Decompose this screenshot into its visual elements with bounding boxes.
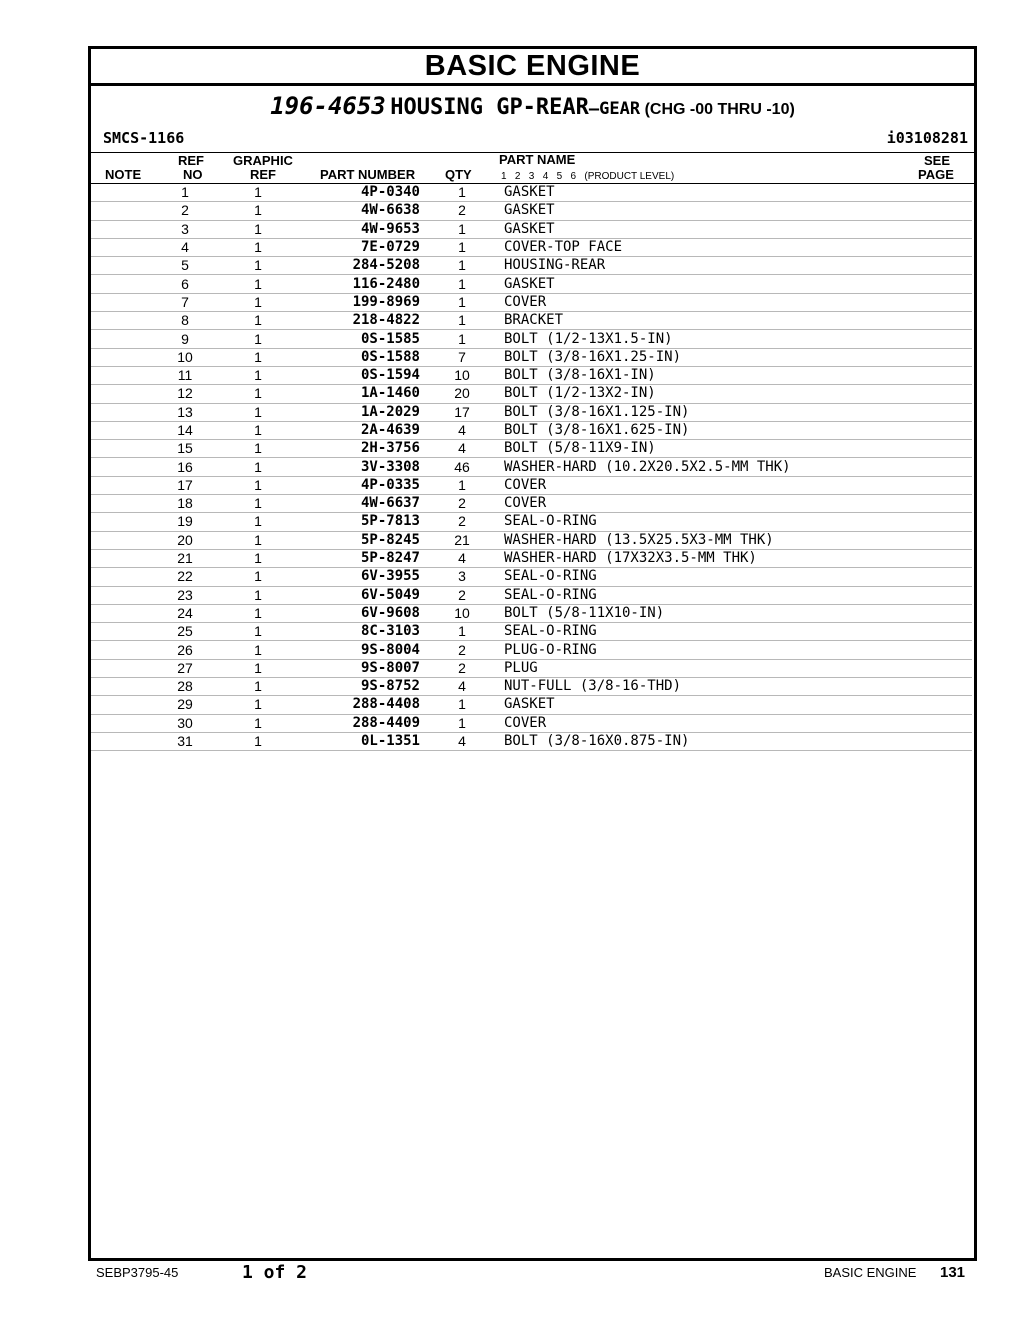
note-cell bbox=[91, 586, 151, 604]
note-cell bbox=[91, 696, 151, 714]
table-row bbox=[91, 257, 972, 275]
see-page-cell bbox=[912, 659, 972, 677]
ref-number-cell: 14 bbox=[151, 421, 219, 439]
ref-number-cell: 27 bbox=[151, 659, 219, 677]
part-name-cell: PLUG bbox=[504, 659, 912, 677]
table-row bbox=[91, 275, 972, 293]
part-number-cell: 5P-8247 bbox=[297, 549, 420, 567]
parts-table bbox=[91, 184, 972, 751]
graphic-ref-cell: 1 bbox=[219, 495, 297, 513]
ref-number-cell: 24 bbox=[151, 604, 219, 622]
graphic-ref-cell: 1 bbox=[219, 568, 297, 586]
ref-number-cell: 28 bbox=[151, 678, 219, 696]
see-page-cell bbox=[912, 238, 972, 256]
see-page-cell bbox=[912, 220, 972, 238]
table-row bbox=[91, 531, 972, 549]
part-number-cell: 6V-5049 bbox=[297, 586, 420, 604]
part-name-cell: BOLT (5/8-11X9-IN) bbox=[504, 440, 912, 458]
part-name-cell: NUT-FULL (3/8-16-THD) bbox=[504, 678, 912, 696]
parts-table-body bbox=[91, 184, 972, 751]
graphic-ref-cell: 1 bbox=[219, 184, 297, 202]
see-page-cell bbox=[912, 678, 972, 696]
graphic-ref-cell: 1 bbox=[219, 604, 297, 622]
see-page-cell bbox=[912, 440, 972, 458]
quantity-cell: 3 bbox=[420, 568, 504, 586]
part-number-cell: 116-2480 bbox=[297, 275, 420, 293]
table-row bbox=[91, 604, 972, 622]
note-cell bbox=[91, 293, 151, 311]
table-row bbox=[91, 366, 972, 384]
table-row bbox=[91, 476, 972, 494]
see-page-cell bbox=[912, 641, 972, 659]
part-name-cell: BOLT (1/2-13X2-IN) bbox=[504, 385, 912, 403]
part-number-cell: 3V-3308 bbox=[297, 458, 420, 476]
part-name-cell: BOLT (3/8-16X1.25-IN) bbox=[504, 348, 912, 366]
illustration-id: i03108281 bbox=[886, 129, 968, 147]
graphic-ref-cell: 1 bbox=[219, 732, 297, 750]
ref-number-cell: 21 bbox=[151, 549, 219, 567]
part-number-cell: 7E-0729 bbox=[297, 238, 420, 256]
part-number-column-header: PART NUMBER bbox=[320, 167, 416, 182]
see-page-cell bbox=[912, 476, 972, 494]
see-page-cell bbox=[912, 513, 972, 531]
part-number-cell: 4P-0340 bbox=[297, 184, 420, 202]
part-name-cell: COVER-TOP FACE bbox=[504, 238, 912, 256]
part-number-cell: 2A-4639 bbox=[297, 421, 420, 439]
column-header-row bbox=[91, 153, 974, 184]
see-page-cell bbox=[912, 385, 972, 403]
ref-number-cell: 15 bbox=[151, 440, 219, 458]
table-row bbox=[91, 440, 972, 458]
table-row bbox=[91, 330, 972, 348]
table-row bbox=[91, 586, 972, 604]
note-cell bbox=[91, 440, 151, 458]
part-number-cell: 4P-0335 bbox=[297, 476, 420, 494]
change-range: (CHG -00 THRU -10) bbox=[644, 101, 795, 118]
see-page-cell bbox=[912, 696, 972, 714]
graphic-ref-cell: 1 bbox=[219, 312, 297, 330]
graphic-ref-cell: 1 bbox=[219, 220, 297, 238]
group-heading bbox=[91, 86, 974, 124]
quantity-cell: 1 bbox=[420, 623, 504, 641]
ref-column-header-top: REF bbox=[178, 153, 204, 168]
table-row bbox=[91, 293, 972, 311]
graphic-ref-cell: 1 bbox=[219, 385, 297, 403]
part-name-cell: BOLT (3/8-16X1-IN) bbox=[504, 366, 912, 384]
quantity-cell: 10 bbox=[420, 366, 504, 384]
ref-number-cell: 22 bbox=[151, 568, 219, 586]
see-page-cell bbox=[912, 623, 972, 641]
ref-number-cell: 30 bbox=[151, 714, 219, 732]
note-cell bbox=[91, 531, 151, 549]
graphic-ref-cell: 1 bbox=[219, 714, 297, 732]
quantity-cell: 1 bbox=[420, 238, 504, 256]
table-row bbox=[91, 568, 972, 586]
table-row bbox=[91, 678, 972, 696]
part-number-cell: 1A-2029 bbox=[297, 403, 420, 421]
see-page-cell bbox=[912, 495, 972, 513]
ref-number-cell: 19 bbox=[151, 513, 219, 531]
footer-section-title: BASIC ENGINE bbox=[824, 1265, 917, 1280]
quantity-cell: 1 bbox=[420, 275, 504, 293]
part-number-cell: 288-4409 bbox=[297, 714, 420, 732]
part-name-cell: COVER bbox=[504, 293, 912, 311]
quantity-cell: 1 bbox=[420, 220, 504, 238]
quantity-cell: 7 bbox=[420, 348, 504, 366]
see-page-cell bbox=[912, 732, 972, 750]
ref-number-cell: 7 bbox=[151, 293, 219, 311]
graphic-ref-cell: 1 bbox=[219, 678, 297, 696]
quantity-cell: 1 bbox=[420, 184, 504, 202]
part-number-cell: 9S-8752 bbox=[297, 678, 420, 696]
table-row bbox=[91, 623, 972, 641]
quantity-cell: 46 bbox=[420, 458, 504, 476]
table-row bbox=[91, 513, 972, 531]
quantity-cell: 2 bbox=[420, 513, 504, 531]
note-column-header: NOTE bbox=[105, 167, 142, 182]
ref-number-cell: 3 bbox=[151, 220, 219, 238]
part-number-cell: 0S-1594 bbox=[297, 366, 420, 384]
see-page-cell bbox=[912, 366, 972, 384]
part-number-cell: 9S-8004 bbox=[297, 641, 420, 659]
graphic-ref-cell: 1 bbox=[219, 531, 297, 549]
ref-number-cell: 20 bbox=[151, 531, 219, 549]
ref-number-cell: 9 bbox=[151, 330, 219, 348]
part-number-cell: 0S-1585 bbox=[297, 330, 420, 348]
part-name-cell: SEAL-O-RING bbox=[504, 586, 912, 604]
graphic-ref-cell: 1 bbox=[219, 421, 297, 439]
ref-number-cell: 29 bbox=[151, 696, 219, 714]
see-page-cell bbox=[912, 458, 972, 476]
part-number-cell: 284-5208 bbox=[297, 257, 420, 275]
table-row bbox=[91, 202, 972, 220]
ref-number-cell: 6 bbox=[151, 275, 219, 293]
ref-number-cell: 12 bbox=[151, 385, 219, 403]
part-name-cell: GASKET bbox=[504, 220, 912, 238]
quantity-cell: 4 bbox=[420, 732, 504, 750]
table-row bbox=[91, 220, 972, 238]
part-name-cell: GASKET bbox=[504, 275, 912, 293]
part-name-cell: COVER bbox=[504, 714, 912, 732]
table-row bbox=[91, 458, 972, 476]
product-level-header: 1 2 3 4 5 6 (PRODUCT LEVEL) bbox=[501, 171, 675, 182]
ref-number-cell: 4 bbox=[151, 238, 219, 256]
quantity-cell: 17 bbox=[420, 403, 504, 421]
see-page-cell bbox=[912, 568, 972, 586]
table-row bbox=[91, 495, 972, 513]
note-cell bbox=[91, 513, 151, 531]
see-page-cell bbox=[912, 549, 972, 567]
note-cell bbox=[91, 421, 151, 439]
part-number-cell: 218-4822 bbox=[297, 312, 420, 330]
part-name-column-header: PART NAME bbox=[499, 152, 576, 167]
note-cell bbox=[91, 495, 151, 513]
ref-number-cell: 5 bbox=[151, 257, 219, 275]
quantity-cell: 4 bbox=[420, 421, 504, 439]
see-page-cell bbox=[912, 403, 972, 421]
part-name-cell: GASKET bbox=[504, 696, 912, 714]
part-name-cell: SEAL-O-RING bbox=[504, 623, 912, 641]
part-number-cell: 4W-6638 bbox=[297, 202, 420, 220]
see-column-header-top: SEE bbox=[924, 153, 951, 168]
see-column-header-bottom: PAGE bbox=[918, 167, 954, 182]
smcs-code: SMCS-1166 bbox=[103, 129, 185, 147]
note-cell bbox=[91, 641, 151, 659]
graphic-ref-cell: 1 bbox=[219, 623, 297, 641]
quantity-cell: 1 bbox=[420, 293, 504, 311]
part-number-cell: 2H-3756 bbox=[297, 440, 420, 458]
graphic-ref-cell: 1 bbox=[219, 458, 297, 476]
part-number-cell: 9S-8007 bbox=[297, 659, 420, 677]
quantity-cell: 4 bbox=[420, 440, 504, 458]
quantity-cell: 1 bbox=[420, 257, 504, 275]
ref-number-cell: 17 bbox=[151, 476, 219, 494]
quantity-cell: 1 bbox=[420, 330, 504, 348]
part-name-cell: BOLT (3/8-16X1.125-IN) bbox=[504, 403, 912, 421]
note-cell bbox=[91, 732, 151, 750]
see-page-cell bbox=[912, 275, 972, 293]
note-cell bbox=[91, 623, 151, 641]
note-cell bbox=[91, 659, 151, 677]
part-number-cell: 5P-8245 bbox=[297, 531, 420, 549]
graphic-ref-cell: 1 bbox=[219, 293, 297, 311]
part-name-cell: SEAL-O-RING bbox=[504, 568, 912, 586]
quantity-cell: 2 bbox=[420, 586, 504, 604]
note-cell bbox=[91, 275, 151, 293]
graphic-ref-cell: 1 bbox=[219, 696, 297, 714]
page-of-count: 1 of 2 bbox=[242, 1262, 308, 1283]
note-cell bbox=[91, 312, 151, 330]
part-name-cell: BOLT (3/8-16X0.875-IN) bbox=[504, 732, 912, 750]
part-number-cell: 199-8969 bbox=[297, 293, 420, 311]
note-cell bbox=[91, 604, 151, 622]
graphic-ref-cell: 1 bbox=[219, 586, 297, 604]
parts-page-frame bbox=[88, 46, 977, 1261]
part-name-cell: BOLT (5/8-11X10-IN) bbox=[504, 604, 912, 622]
part-number-cell: 4W-6637 bbox=[297, 495, 420, 513]
qty-column-header: QTY bbox=[445, 167, 472, 182]
table-row bbox=[91, 641, 972, 659]
part-number-cell: 6V-9608 bbox=[297, 604, 420, 622]
part-number-cell: 0S-1588 bbox=[297, 348, 420, 366]
part-name-cell: PLUG-O-RING bbox=[504, 641, 912, 659]
graphic-ref-cell: 1 bbox=[219, 348, 297, 366]
see-page-cell bbox=[912, 348, 972, 366]
quantity-cell: 2 bbox=[420, 659, 504, 677]
note-cell bbox=[91, 238, 151, 256]
table-row bbox=[91, 238, 972, 256]
identifier-row bbox=[91, 124, 974, 153]
part-name-cell: BOLT (3/8-16X1.625-IN) bbox=[504, 421, 912, 439]
see-page-cell bbox=[912, 184, 972, 202]
part-name-cell: COVER bbox=[504, 495, 912, 513]
ref-number-cell: 10 bbox=[151, 348, 219, 366]
note-cell bbox=[91, 678, 151, 696]
part-name-cell: BRACKET bbox=[504, 312, 912, 330]
note-cell bbox=[91, 714, 151, 732]
see-page-cell bbox=[912, 586, 972, 604]
quantity-cell: 4 bbox=[420, 549, 504, 567]
table-row bbox=[91, 385, 972, 403]
quantity-cell: 20 bbox=[420, 385, 504, 403]
graphic-ref-cell: 1 bbox=[219, 257, 297, 275]
part-name-cell: HOUSING-REAR bbox=[504, 257, 912, 275]
graphic-ref-cell: 1 bbox=[219, 330, 297, 348]
see-page-cell bbox=[912, 293, 972, 311]
ref-number-cell: 11 bbox=[151, 366, 219, 384]
table-row bbox=[91, 732, 972, 750]
graphic-ref-cell: 1 bbox=[219, 202, 297, 220]
group-description: HOUSING GP-REAR bbox=[390, 95, 589, 120]
see-page-cell bbox=[912, 202, 972, 220]
note-cell bbox=[91, 403, 151, 421]
note-cell bbox=[91, 385, 151, 403]
graphic-ref-cell: 1 bbox=[219, 366, 297, 384]
graphic-ref-cell: 1 bbox=[219, 275, 297, 293]
ref-number-cell: 1 bbox=[151, 184, 219, 202]
quantity-cell: 21 bbox=[420, 531, 504, 549]
note-cell bbox=[91, 549, 151, 567]
ref-number-cell: 13 bbox=[151, 403, 219, 421]
part-number-cell: 5P-7813 bbox=[297, 513, 420, 531]
quantity-cell: 2 bbox=[420, 202, 504, 220]
part-number-cell: 4W-9653 bbox=[297, 220, 420, 238]
quantity-cell: 10 bbox=[420, 604, 504, 622]
part-name-cell: SEAL-O-RING bbox=[504, 513, 912, 531]
page-title: BASIC ENGINE bbox=[91, 49, 974, 86]
table-row bbox=[91, 421, 972, 439]
graphic-ref-cell: 1 bbox=[219, 238, 297, 256]
note-cell bbox=[91, 366, 151, 384]
ref-number-cell: 26 bbox=[151, 641, 219, 659]
ref-number-cell: 8 bbox=[151, 312, 219, 330]
graphic-ref-cell: 1 bbox=[219, 549, 297, 567]
see-page-cell bbox=[912, 714, 972, 732]
graphic-ref-cell: 1 bbox=[219, 476, 297, 494]
note-cell bbox=[91, 458, 151, 476]
see-page-cell bbox=[912, 604, 972, 622]
graphic-ref-cell: 1 bbox=[219, 440, 297, 458]
part-name-cell: WASHER-HARD (13.5X25.5X3-MM THK) bbox=[504, 531, 912, 549]
quantity-cell: 1 bbox=[420, 476, 504, 494]
part-name-cell: WASHER-HARD (10.2X20.5X2.5-MM THK) bbox=[504, 458, 912, 476]
table-row bbox=[91, 184, 972, 202]
graphic-ref-cell: 1 bbox=[219, 403, 297, 421]
quantity-cell: 4 bbox=[420, 678, 504, 696]
table-row bbox=[91, 696, 972, 714]
graphic-ref-cell: 1 bbox=[219, 513, 297, 531]
quantity-cell: 1 bbox=[420, 312, 504, 330]
quantity-cell: 1 bbox=[420, 714, 504, 732]
group-description-suffix: —GEAR bbox=[588, 99, 641, 119]
part-number-cell: 1A-1460 bbox=[297, 385, 420, 403]
note-cell bbox=[91, 330, 151, 348]
ref-number-cell: 23 bbox=[151, 586, 219, 604]
part-number-cell: 6V-3955 bbox=[297, 568, 420, 586]
ref-number-cell: 25 bbox=[151, 623, 219, 641]
graphic-ref-cell: 1 bbox=[219, 659, 297, 677]
table-row bbox=[91, 659, 972, 677]
table-row bbox=[91, 312, 972, 330]
page-number: 131 bbox=[940, 1264, 966, 1281]
see-page-cell bbox=[912, 257, 972, 275]
part-name-cell: BOLT (1/2-13X1.5-IN) bbox=[504, 330, 912, 348]
document-number: SEBP3795-45 bbox=[96, 1265, 179, 1280]
ref-column-header-bottom: NO bbox=[183, 167, 203, 182]
part-number-cell: 8C-3103 bbox=[297, 623, 420, 641]
part-name-cell: GASKET bbox=[504, 184, 912, 202]
note-cell bbox=[91, 348, 151, 366]
ref-number-cell: 18 bbox=[151, 495, 219, 513]
note-cell bbox=[91, 257, 151, 275]
part-name-cell: COVER bbox=[504, 476, 912, 494]
note-cell bbox=[91, 184, 151, 202]
see-page-cell bbox=[912, 531, 972, 549]
quantity-cell: 2 bbox=[420, 641, 504, 659]
see-page-cell bbox=[912, 421, 972, 439]
ref-number-cell: 31 bbox=[151, 732, 219, 750]
graphic-column-header-bottom: REF bbox=[250, 167, 276, 182]
note-cell bbox=[91, 202, 151, 220]
part-number-cell: 0L-1351 bbox=[297, 732, 420, 750]
table-row bbox=[91, 403, 972, 421]
part-name-cell: WASHER-HARD (17X32X3.5-MM THK) bbox=[504, 549, 912, 567]
note-cell bbox=[91, 476, 151, 494]
part-number-cell: 288-4408 bbox=[297, 696, 420, 714]
part-name-cell: GASKET bbox=[504, 202, 912, 220]
see-page-cell bbox=[912, 330, 972, 348]
ref-number-cell: 2 bbox=[151, 202, 219, 220]
table-row bbox=[91, 348, 972, 366]
ref-number-cell: 16 bbox=[151, 458, 219, 476]
graphic-column-header-top: GRAPHIC bbox=[233, 153, 293, 168]
note-cell bbox=[91, 220, 151, 238]
see-page-cell bbox=[912, 312, 972, 330]
note-cell bbox=[91, 568, 151, 586]
group-part-number: 196-4653 bbox=[270, 92, 386, 120]
quantity-cell: 2 bbox=[420, 495, 504, 513]
table-row bbox=[91, 549, 972, 567]
graphic-ref-cell: 1 bbox=[219, 641, 297, 659]
quantity-cell: 1 bbox=[420, 696, 504, 714]
table-row bbox=[91, 714, 972, 732]
